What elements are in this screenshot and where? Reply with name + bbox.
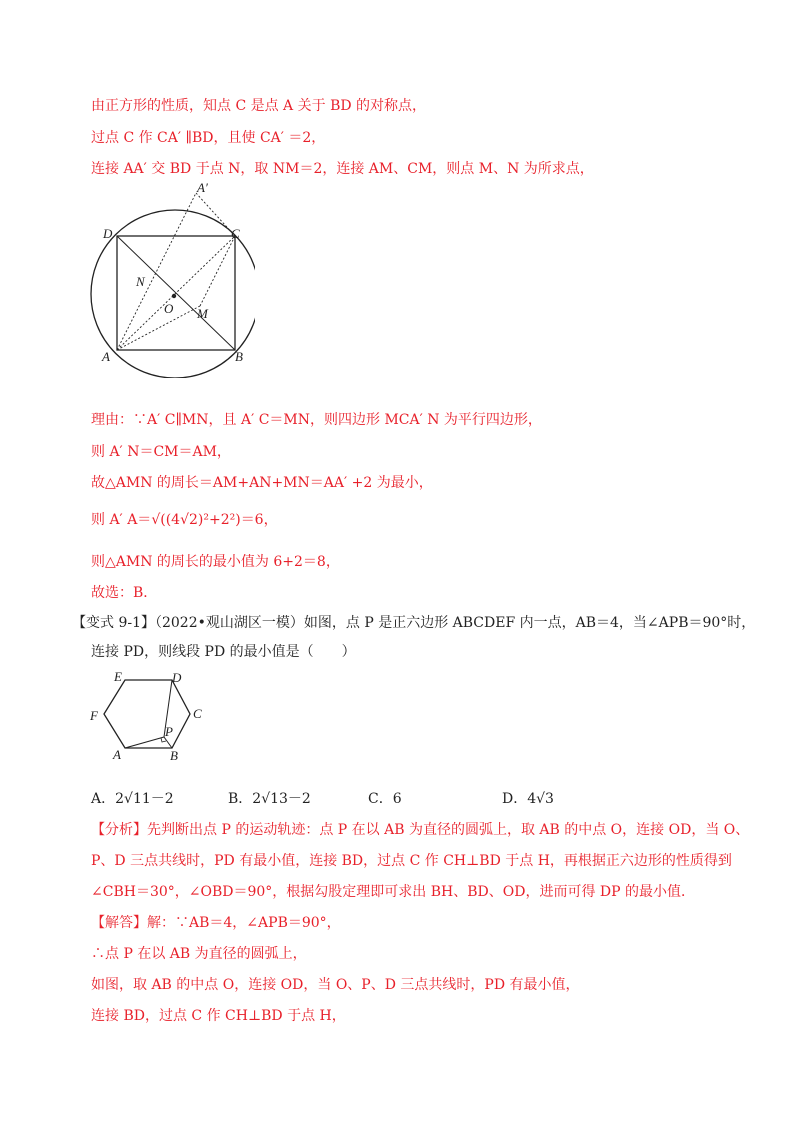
solution-line-2: 过点 C 作 CA′ ∥BD，且使 CA′ ＝2， <box>91 130 326 146</box>
reason-line-4-prefix: 则 A′ A＝ <box>91 512 152 528</box>
reason-line-6: 故选：B． <box>91 585 158 601</box>
option-b: B．2√13－2 <box>228 791 311 807</box>
reason-line-1: 理由：∵A′ C∥MN，且 A′ C＝MN，则四边形 MCA′ N 为平行四边形， <box>91 412 542 428</box>
figure-square-circle <box>85 178 255 378</box>
hex-label-P: P <box>165 724 173 739</box>
reason-line-4 <box>91 510 278 530</box>
answer-line-3: 如图，取 AB 的中点 O，连接 OD，当 O、P、D 三点共线时，PD 有最小值， <box>91 977 580 993</box>
reason-line-5: 则△AMN 的周长的最小值为 6+2＝8， <box>91 554 340 570</box>
hex-label-B: B <box>170 748 178 763</box>
hex-label-F: F <box>90 708 98 723</box>
label-D: D <box>103 226 113 241</box>
analysis-line-2: P、D 三点共线时，PD 有最小值，连接 BD，过点 C 作 CH⊥BD 于点 H，再根据正六边形的性质得到 <box>91 853 732 869</box>
answer-line-2: ∴点 P 在以 AB 为直径的圆弧上， <box>91 946 307 962</box>
figure-hexagon <box>85 668 215 766</box>
variant-title-line-2: 连接 PD，则线段 PD 的最小值是（ ） <box>91 644 356 660</box>
reason-line-2: 则 A′ N＝CM＝AM， <box>91 444 231 460</box>
reason-line-3: 故△AMN 的周长＝AM+AN+MN＝AA′ +2 为最小， <box>91 475 433 491</box>
label-M: M <box>197 306 208 321</box>
label-O: O <box>164 301 174 316</box>
point-O <box>172 294 176 298</box>
segment-AP <box>125 737 164 748</box>
answer-line-4: 连接 BD，过点 C 作 CH⊥BD 于点 H， <box>91 1008 346 1024</box>
solution-line-3: 连接 AA′ 交 BD 于点 N，取 NM＝2，连接 AM、CM，则点 M、N 为所求点， <box>91 161 594 177</box>
analysis-line-1: 【分析】先判断出点 P 的运动轨迹：点 P 在以 AB 为直径的圆弧上，取 AB 的中点 O，连接 OD，当 O、 <box>91 822 750 838</box>
analysis-line-3: ∠CBH＝30°，∠OBD＝90°，根据勾股定理即可求出 BH、BD、OD，进而可得 DP 的最小值． <box>91 884 695 900</box>
hex-label-C: C <box>193 706 202 721</box>
reason-line-4-expression: √((4√2)²+2²) <box>151 512 241 528</box>
option-c: C．6 <box>368 791 402 807</box>
variant-title: 【变式 9-1】（2022•观山湖区一模）如图，点 P 是正六边形 ABCDEF 内一点，AB＝4，当∠APB＝90°时， <box>72 615 756 631</box>
segment-MC <box>200 236 235 306</box>
label-A: A <box>102 349 110 364</box>
option-d: D．4√3 <box>502 791 554 807</box>
hexagon-ABCDEF <box>104 680 190 748</box>
label-C: C <box>231 226 240 241</box>
segment-AM <box>117 306 200 350</box>
hex-label-E: E <box>114 669 122 684</box>
reason-line-4-suffix: ＝6， <box>240 512 278 528</box>
hex-label-A: A <box>113 747 121 762</box>
label-N: N <box>136 274 145 289</box>
answer-line-1: 【解答】解：∵AB＝4，∠APB＝90°， <box>91 915 341 931</box>
solution-line-1: 由正方形的性质，知点 C 是点 A 关于 BD 的对称点， <box>91 98 427 114</box>
hex-label-D: D <box>172 670 182 685</box>
label-A-prime: A′ <box>197 180 208 195</box>
segment-AA-prime <box>117 193 196 350</box>
label-B: B <box>235 349 243 364</box>
option-a: A．2√11－2 <box>91 791 174 807</box>
